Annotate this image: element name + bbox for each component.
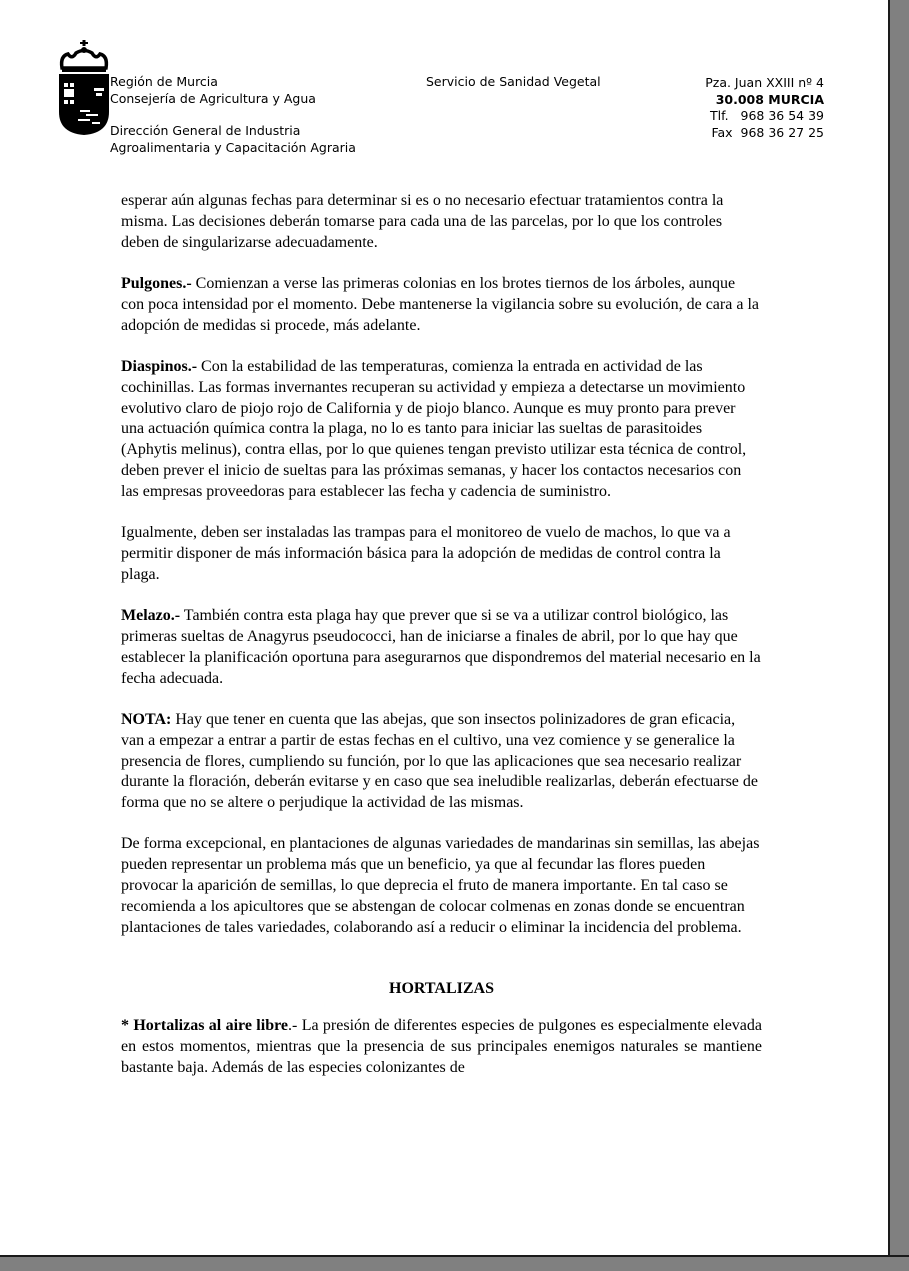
pulgones-heading: Pulgones.- (121, 274, 192, 292)
page-shadow-right (888, 0, 909, 1271)
nota-text: Hay que tener en cuenta que las abejas, que son insectos polinizadores de gran eficacia, van a empezar a entrar a partir de estas fechas en el cultivo, una vez comience y se generalice la presencia de flores, cumpliendo su función, por lo que las aplicaciones que sea necesario realizar durante la floración, deberán evitarse y en caso que sea ineludible realizarlas, deberán efectuarse de forma que no se altere o perjudique la actividad de las mismas. (121, 710, 758, 812)
address: Pza. Juan XXIII nº 4 (705, 75, 824, 90)
pulgones-text: Comienzan a verse las primeras colonias en los brotes tiernos de los árboles, aunque con poca intensidad por el momento. Debe mantenerse la vigilancia sobre su evolución, de cara a la adopción de medidas si procede, más adelante. (121, 274, 759, 334)
nota-heading: NOTA: (121, 710, 172, 728)
letterhead (0, 0, 888, 175)
section-title-hortalizas: HORTALIZAS (389, 980, 494, 998)
document-body (121, 191, 762, 1099)
paragraph-excepcional: De forma excepcional, en plantaciones de algunas variedades de mandarinas sin semillas, las abejas pueden representar un problema más que un beneficio, ya que al fecundar las flores pueden provocar la aparición de semillas, lo que deprecia el fruto de manera importante. En tal caso se recomienda a los apicultores que se abstengan de colocar colmenas en zonas donde se encuentran plantaciones de tales variedades, colaborando así a reducir o eliminar la incidencia del problema. (121, 835, 760, 936)
paragraph-igualmente: Igualmente, deben ser instaladas las trampas para el monitoreo de vuelo de machos, lo que va a permitir disponer de más información básica para la adopción de medidas de control contra la plaga. (121, 524, 731, 583)
paragraph-nota (121, 710, 762, 814)
service-name: Servicio de Sanidad Vegetal (426, 74, 601, 89)
directorate-block (110, 123, 356, 156)
melazo-heading: Melazo.- (121, 607, 181, 625)
region-name: Región de Murcia (110, 74, 218, 89)
consejeria-name: Consejería de Agricultura y Agua (110, 90, 316, 106)
contact-block (705, 75, 824, 141)
paragraph-pulgones (121, 274, 762, 336)
melazo-text: También contra esta plaga hay que prever que si se va a utilizar control biológico, las primeras sueltas de Anagyrus pseudococci, han de iniciarse a finales de abril, por lo que hay que establecer la planificación oportuna para asegurarnos que dispondremos del material necesario en la fecha adecuada. (121, 607, 761, 687)
diaspinos-text: Con la estabilidad de las temperaturas, comienza la entrada en actividad de las cochinillas. Las formas invernantes recuperan su actividad y empieza a detectarse un movimiento evolutivo claro de piojo rojo de California y de piojo blanco. Aunque es muy pronto para prever una actuación química contra la plaga, no lo es tanto para iniciar las sueltas de parasitoides (Aphytis melinus), contra ellas, por lo que quienes tengan previsto utilizar esta técnica de control, deben prever el inicio de sueltas para las próximas semanas, y hacer los contactos necesarios con las empresas proveedoras para establecer las fecha y cadencia de suministro. (121, 357, 747, 500)
hortalizas-heading: * Hortalizas al aire libre (121, 1017, 289, 1035)
paragraph-melazo (121, 606, 762, 689)
directorate-line-2: Agroalimentaria y Capacitación Agraria (110, 139, 356, 155)
hortalizas-text: .- La presión de diferentes especies de pulgones es especialmente elevada en estos momentos, mientras que la presencia de sus principales enemigos naturales se mantiene bastante baja. Además de las especies colonizantes de (121, 1017, 762, 1076)
paragraph-intro: esperar aún algunas fechas para determinar si es o no necesario efectuar tratamientos contra la misma. Las decisiones deberán tomarse para cada una de las parcelas, por lo que los controles deben de singularizarse adecuadamente. (121, 192, 724, 251)
fax: Fax 968 36 27 25 (711, 124, 824, 140)
diaspinos-heading: Diaspinos.- (121, 357, 198, 375)
directorate-line-1: Dirección General de Industria (110, 123, 301, 138)
paragraph-diaspinos (121, 357, 762, 503)
city: 30.008 MURCIA (715, 91, 824, 107)
phone: Tlf. 968 36 54 39 (710, 108, 824, 123)
paragraph-hortalizas (121, 1016, 762, 1078)
coat-of-arms-logo (56, 38, 112, 142)
page-shadow-bottom (0, 1255, 909, 1271)
institution-block (110, 74, 316, 107)
